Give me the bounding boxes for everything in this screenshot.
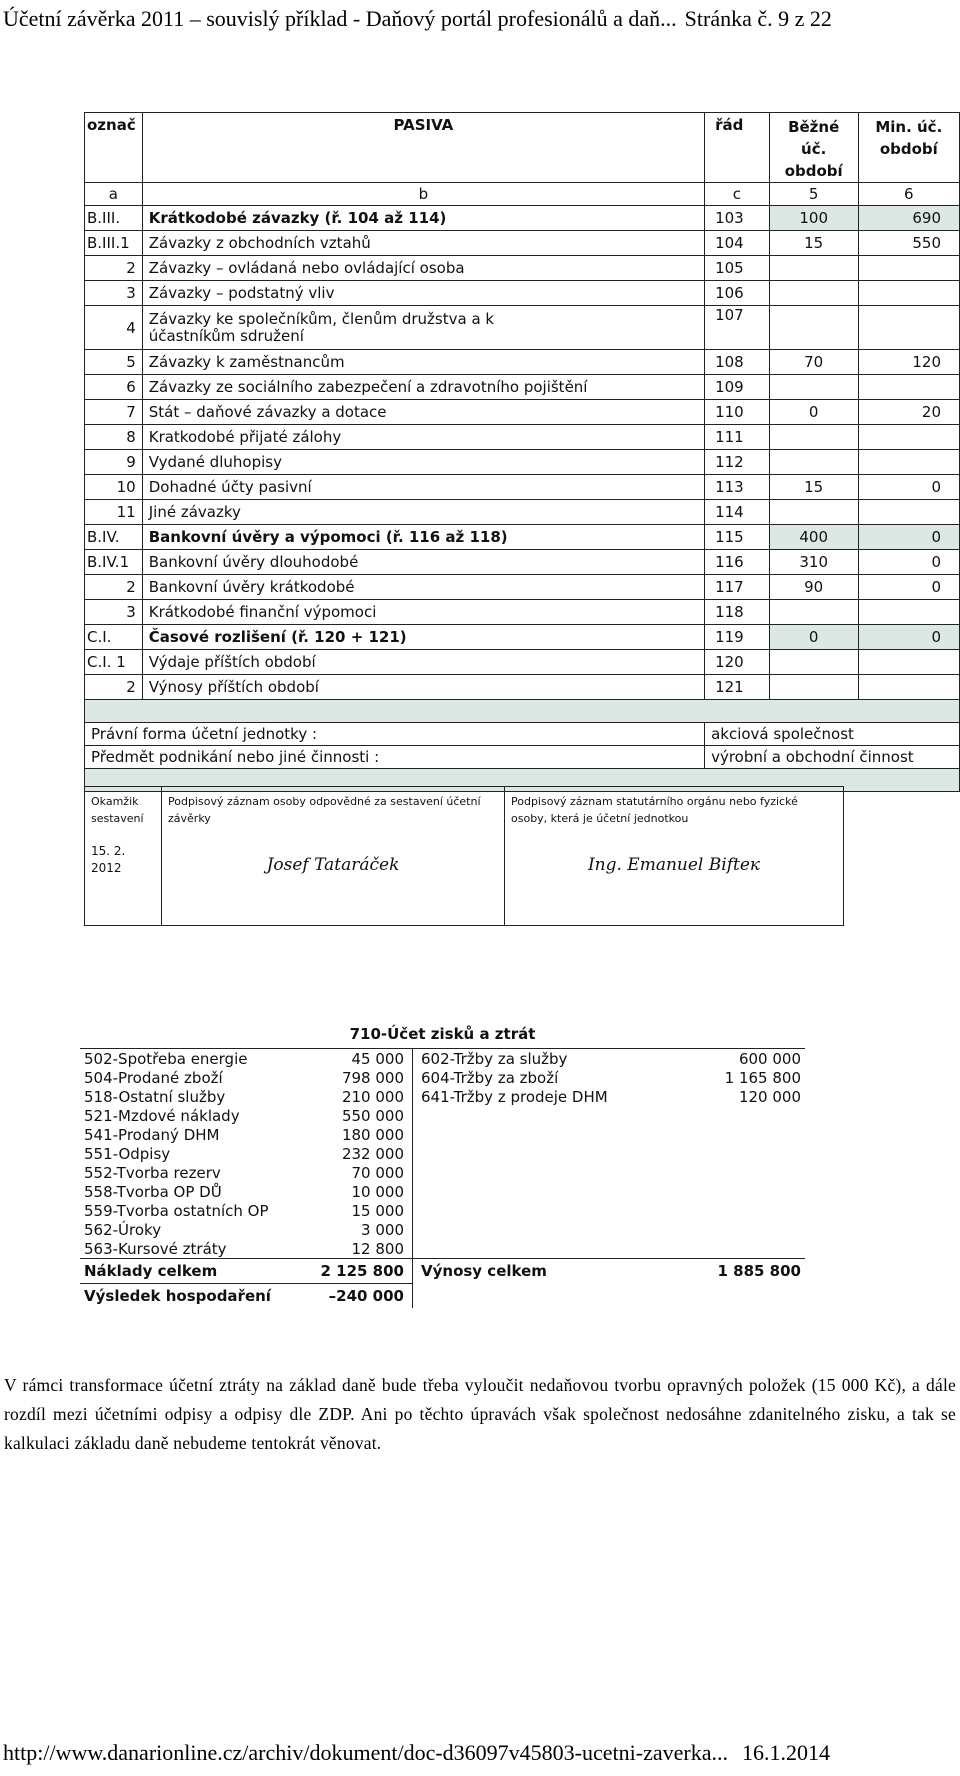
revenue-amount	[675, 1182, 805, 1201]
row-code: 6	[85, 375, 143, 400]
row-current: 90	[769, 575, 858, 600]
pl-title: 710-Účet zisků a ztrát	[80, 1020, 805, 1049]
row-previous	[858, 425, 959, 450]
row-rad: 118	[705, 600, 770, 625]
pl-row	[80, 1201, 805, 1220]
row-code: 2	[85, 256, 143, 281]
row-rad: 104	[705, 231, 770, 256]
pasiva-row	[85, 231, 960, 256]
cost-amount: 12 800	[308, 1239, 413, 1259]
row-code: B.III.1	[85, 231, 143, 256]
row-current: 100	[769, 206, 858, 231]
row-previous	[858, 375, 959, 400]
row-current	[769, 306, 858, 350]
row-name: Bankovní úvěry a výpomoci (ř. 116 až 118)	[142, 525, 704, 550]
pasiva-row	[85, 281, 960, 306]
row-rad: 121	[705, 675, 770, 700]
revenue-amount	[675, 1239, 805, 1259]
org-cell	[505, 787, 844, 926]
row-previous	[858, 281, 959, 306]
row-code: B.III.	[85, 206, 143, 231]
row-rad: 108	[705, 350, 770, 375]
row-name: Krátkodobé finanční výpomoci	[142, 600, 704, 625]
pasiva-letters-row	[85, 183, 960, 206]
row-name: Kratkodobé přijaté zálohy	[142, 425, 704, 450]
row-current	[769, 281, 858, 306]
row-name: Výdaje příštích období	[142, 650, 704, 675]
pasiva-row	[85, 550, 960, 575]
pasiva-row	[85, 350, 960, 375]
row-previous	[858, 650, 959, 675]
cost-amount: 3 000	[308, 1220, 413, 1239]
row-code: 8	[85, 425, 143, 450]
org-signature: Ing. Emanuel Bifteк	[587, 855, 761, 875]
revenue-account	[413, 1163, 676, 1182]
profit-loss-account	[80, 1020, 805, 1308]
row-previous: 690	[858, 206, 959, 231]
revenue-account	[413, 1144, 676, 1163]
cost-account: 541-Prodaný DHM	[84, 1125, 220, 1144]
page-header	[3, 2, 957, 36]
row-previous	[858, 256, 959, 281]
pl-row	[80, 1220, 805, 1239]
pl-row	[80, 1144, 805, 1163]
row-rad: 111	[705, 425, 770, 450]
business-activity	[85, 746, 960, 769]
row-current	[769, 425, 858, 450]
row-rad: 116	[705, 550, 770, 575]
row-code: B.IV.1	[85, 550, 143, 575]
pasiva-table	[84, 112, 960, 792]
result-label: Výsledek hospodaření	[80, 1284, 308, 1309]
costs-total-value: 2 125 800	[308, 1259, 413, 1284]
pl-row	[80, 1049, 805, 1069]
row-name: Závazky ke společníkům, členům družstva a k účastníkům sdružení	[142, 306, 704, 350]
pasiva-row	[85, 375, 960, 400]
cost-account: 559-Tvorba ostatních OP	[84, 1201, 269, 1220]
row-code: 11	[85, 500, 143, 525]
row-code: 7	[85, 400, 143, 425]
legal-form-label: Právní forma účetní jednotky :	[85, 723, 705, 746]
costs-total-label: Náklady celkem	[80, 1259, 308, 1284]
row-code: 9	[85, 450, 143, 475]
row-code: 3	[85, 600, 143, 625]
row-name: Závazky ze sociálního zabezpečení a zdravotního pojištění	[142, 375, 704, 400]
row-current: 15	[769, 475, 858, 500]
row-current: 400	[769, 525, 858, 550]
cost-account: 558-Tvorba OP DŮ	[84, 1182, 222, 1201]
cost-account: 502-Spotřeba energie	[84, 1049, 248, 1068]
cost-amount: 70 000	[308, 1163, 413, 1182]
pasiva-row	[85, 400, 960, 425]
pl-row	[80, 1125, 805, 1144]
pasiva-spacer-row	[85, 700, 960, 723]
row-name: Časové rozlišení (ř. 120 + 121)	[142, 625, 704, 650]
row-rad: 106	[705, 281, 770, 306]
spacer-cell	[85, 700, 960, 723]
footer-url: http://www.danarionline.cz/archiv/dokument/doc-d36097v45803-ucetni-zaverka...	[3, 1740, 728, 1765]
pasiva-row	[85, 650, 960, 675]
cost-amount: 550 000	[308, 1106, 413, 1125]
revenue-account	[413, 1220, 676, 1239]
pl-row	[80, 1163, 805, 1182]
row-previous: 0	[858, 525, 959, 550]
cost-amount: 180 000	[308, 1125, 413, 1144]
row-name: Bankovní úvěry dlouhodobé	[142, 550, 704, 575]
revenue-account: 604-Tržby za zboží	[421, 1068, 559, 1087]
row-code: 4	[85, 306, 143, 350]
header-title: Účetní závěrka 2011 – souvislý příklad - Daňový portál profesionálů a daň...	[3, 6, 677, 31]
row-previous: 0	[858, 475, 959, 500]
pl-totals-row	[80, 1259, 805, 1284]
row-name: Jiné závazky	[142, 500, 704, 525]
revenue-amount	[675, 1220, 805, 1239]
cost-account: 521-Mzdové náklady	[84, 1106, 240, 1125]
row-code: C.I. 1	[85, 650, 143, 675]
pasiva-row	[85, 525, 960, 550]
row-previous	[858, 450, 959, 475]
revenue-total-value: 1 885 800	[675, 1259, 805, 1284]
pl-row	[80, 1239, 805, 1259]
row-previous	[858, 675, 959, 700]
row-code: B.IV.	[85, 525, 143, 550]
empty-cell	[413, 1284, 676, 1309]
row-name: Závazky z obchodních vztahů	[142, 231, 704, 256]
col-minule: Min. úč. období	[858, 113, 959, 183]
pl-row	[80, 1068, 805, 1087]
person-cell	[162, 787, 505, 926]
row-current: 70	[769, 350, 858, 375]
pl-row	[80, 1106, 805, 1125]
row-rad: 109	[705, 375, 770, 400]
row-code: 3	[85, 281, 143, 306]
legal-form	[85, 723, 960, 746]
pasiva-row	[85, 625, 960, 650]
row-current	[769, 375, 858, 400]
org-label: Podpisový záznam statutárního orgánu nebo fyzické osoby, která je účetní jednotkou	[511, 795, 798, 825]
footer-date: 16.1.2014	[741, 1740, 830, 1765]
revenue-amount	[675, 1106, 805, 1125]
row-code: 2	[85, 675, 143, 700]
revenue-amount: 1 165 800	[724, 1068, 801, 1087]
pasiva-row	[85, 306, 960, 350]
business-activity-label: Předmět podnikání nebo jiné činnosti :	[85, 746, 705, 769]
col-pasiva: PASIVA	[142, 113, 704, 183]
row-name: Stát – daňové závazky a dotace	[142, 400, 704, 425]
cost-amount: 15 000	[308, 1201, 413, 1220]
revenue-amount	[675, 1144, 805, 1163]
revenue-amount: 600 000	[738, 1049, 801, 1068]
cost-amount: 45 000	[308, 1049, 413, 1069]
row-rad: 120	[705, 650, 770, 675]
row-code: 5	[85, 350, 143, 375]
pasiva-row	[85, 600, 960, 625]
business-activity-value: výrobní a obchodní činnost	[705, 746, 960, 769]
letter-a: a	[85, 183, 143, 206]
row-rad: 103	[705, 206, 770, 231]
row-current	[769, 600, 858, 625]
revenue-account	[413, 1201, 676, 1220]
col-bezne: Běžné úč. období	[769, 113, 858, 183]
pasiva-row	[85, 256, 960, 281]
row-previous: 0	[858, 575, 959, 600]
cost-amount: 798 000	[308, 1068, 413, 1087]
row-rad: 119	[705, 625, 770, 650]
cost-amount: 232 000	[308, 1144, 413, 1163]
row-name: Krátkodobé závazky (ř. 104 až 114)	[142, 206, 704, 231]
row-name: Dohadné účty pasivní	[142, 475, 704, 500]
row-name: Závazky – podstatný vliv	[142, 281, 704, 306]
row-current	[769, 675, 858, 700]
col-oznac: označ	[85, 113, 143, 183]
row-previous: 20	[858, 400, 959, 425]
revenue-account	[413, 1239, 676, 1259]
pasiva-row	[85, 675, 960, 700]
pl-result-row	[80, 1284, 805, 1309]
person-label: Podpisový záznam osoby odpovědné za sestavení účetní závěrky	[168, 795, 481, 825]
row-current: 0	[769, 400, 858, 425]
cost-account: 518-Ostatní služby	[84, 1087, 226, 1106]
pasiva-row	[85, 575, 960, 600]
page-footer	[3, 1736, 957, 1770]
cost-account: 552-Tvorba rezerv	[84, 1163, 221, 1182]
row-rad: 114	[705, 500, 770, 525]
pl-title-row	[80, 1020, 805, 1049]
revenue-total-label: Výnosy celkem	[413, 1259, 676, 1284]
pl-row	[80, 1182, 805, 1201]
pasiva-row	[85, 500, 960, 525]
row-rad: 112	[705, 450, 770, 475]
cost-account: 563-Kursové ztráty	[84, 1239, 227, 1258]
revenue-amount	[675, 1201, 805, 1220]
row-rad: 115	[705, 525, 770, 550]
row-previous	[858, 600, 959, 625]
cost-account: 562-Úroky	[84, 1220, 162, 1239]
revenue-account: 602-Tržby za služby	[421, 1049, 568, 1068]
moment-label: Okamžik sestavení	[91, 795, 144, 825]
row-rad: 117	[705, 575, 770, 600]
row-current: 15	[769, 231, 858, 256]
person-signature: Josef Tataráček	[266, 855, 400, 875]
letter-b: b	[142, 183, 704, 206]
row-previous	[858, 306, 959, 350]
legal-form-value: akciová společnost	[705, 723, 960, 746]
row-previous: 0	[858, 625, 959, 650]
row-name: Bankovní úvěry krátkodobé	[142, 575, 704, 600]
revenue-account	[413, 1182, 676, 1201]
row-previous: 0	[858, 550, 959, 575]
moment-cell	[85, 787, 162, 926]
result-value: –240 000	[308, 1284, 413, 1309]
row-rad: 113	[705, 475, 770, 500]
revenue-account: 641-Tržby z prodeje DHM	[421, 1087, 608, 1106]
pasiva-row	[85, 475, 960, 500]
row-name: Závazky – ovládaná nebo ovládající osoba	[142, 256, 704, 281]
cost-account: 504-Prodané zboží	[84, 1068, 223, 1087]
row-current	[769, 256, 858, 281]
cost-amount: 210 000	[308, 1087, 413, 1106]
pasiva-row	[85, 450, 960, 475]
row-current	[769, 500, 858, 525]
signature-block	[84, 786, 844, 926]
row-rad: 107	[705, 306, 770, 350]
row-name: Závazky k zaměstnancům	[142, 350, 704, 375]
row-code: C.I.	[85, 625, 143, 650]
row-current: 0	[769, 625, 858, 650]
row-current: 310	[769, 550, 858, 575]
row-code: 10	[85, 475, 143, 500]
col-rad: řád	[705, 113, 770, 183]
header-page: Stránka č. 9 z 22	[684, 6, 832, 31]
revenue-account	[413, 1106, 676, 1125]
letter-5: 5	[769, 183, 858, 206]
row-current	[769, 450, 858, 475]
row-previous: 550	[858, 231, 959, 256]
revenue-amount: 120 000	[738, 1087, 801, 1106]
cost-account: 551-Odpisy	[84, 1144, 171, 1163]
row-current	[769, 650, 858, 675]
explanation-paragraph: V rámci transformace účetní ztráty na základ daně bude třeba vyloučit nedaňovou tvorbu opravných položek (15 000 Kč), a dále rozdíl mezi účetními odpisy a odpisy dle ZDP. Ani po těchto úpravách však společnost nedosáhne zdanitelného zisku, a tak se kalkulaci základu daně nebudeme tentokrát věnovat.	[4, 1375, 956, 1453]
letter-6: 6	[858, 183, 959, 206]
row-name: Vydané dluhopisy	[142, 450, 704, 475]
row-rad: 105	[705, 256, 770, 281]
pasiva-header-row	[85, 113, 960, 183]
row-name: Výnosy příštích období	[142, 675, 704, 700]
letter-c: c	[705, 183, 770, 206]
compilation-date: 15. 2. 2012	[91, 844, 126, 875]
row-previous	[858, 500, 959, 525]
row-previous: 120	[858, 350, 959, 375]
revenue-account	[413, 1125, 676, 1144]
cost-amount: 10 000	[308, 1182, 413, 1201]
row-rad: 110	[705, 400, 770, 425]
pasiva-row	[85, 425, 960, 450]
pl-row	[80, 1087, 805, 1106]
revenue-amount	[675, 1163, 805, 1182]
row-code: 2	[85, 575, 143, 600]
empty-cell	[675, 1284, 805, 1309]
revenue-amount	[675, 1125, 805, 1144]
pasiva-row	[85, 206, 960, 231]
